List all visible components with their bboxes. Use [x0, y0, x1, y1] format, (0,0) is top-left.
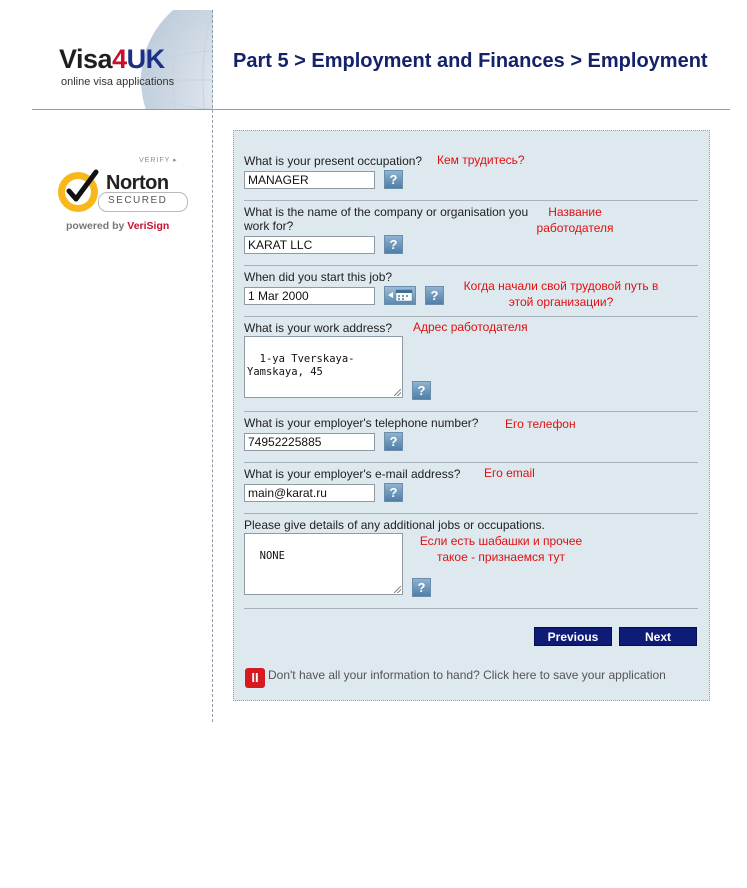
resize-grip[interactable] [394, 389, 401, 396]
company-note-line2: работодателя [536, 221, 614, 235]
seal-verisign-text: VeriSign [127, 220, 170, 232]
telephone-label: What is your employer's telephone number? [244, 416, 479, 430]
company-label-line1: What is the name of the company or organisation you [244, 205, 529, 219]
additional-jobs-help-icon[interactable]: ? [412, 578, 431, 597]
seal-powered-by [66, 220, 169, 232]
separator [244, 608, 698, 609]
email-input[interactable]: main@karat.ru [244, 484, 375, 502]
start-date-note-line2: этой организации? [508, 295, 614, 309]
visa4uk-logo[interactable] [59, 44, 165, 74]
seal-verify-text: VERIFY ▸ [139, 157, 178, 164]
separator [244, 411, 698, 412]
company-input[interactable]: KARAT LLC [244, 236, 375, 254]
occupation-note: Кем трудитесь? [437, 153, 525, 167]
additional-jobs-textarea[interactable] [244, 533, 403, 595]
sidebar-divider [212, 10, 213, 722]
separator [244, 265, 698, 266]
additional-jobs-note-line2: такое - признаемся тут [437, 550, 565, 564]
calendar-button[interactable] [384, 286, 416, 305]
save-application-link[interactable]: Don't have all your information to hand? Click here to save your application [268, 668, 666, 682]
occupation-input[interactable]: MANAGER [244, 171, 375, 189]
start-date-note-line1: Когда начали свой трудовой путь в [463, 279, 659, 293]
separator [244, 462, 698, 463]
previous-button[interactable]: Previous [534, 627, 612, 646]
work-address-label: What is your work address? [244, 321, 393, 335]
separator [244, 200, 698, 201]
logo-visa-text: Visa [59, 44, 113, 74]
additional-jobs-note-line1: Если есть шабашки и прочее [419, 534, 583, 548]
norton-check-icon [56, 166, 104, 216]
work-address-note: Адрес работодателя [413, 320, 528, 334]
company-note-line1: Название [548, 205, 602, 219]
page-title: Part 5 > Employment and Finances > Employment [233, 50, 708, 72]
company-label-line2: work for? [244, 219, 294, 233]
additional-jobs-label: Please give details of any additional jobs or occupations. [244, 518, 545, 532]
work-address-help-icon[interactable]: ? [412, 381, 431, 400]
seal-norton-text: Norton [106, 172, 169, 194]
resize-grip[interactable] [394, 586, 401, 593]
company-help-icon[interactable]: ? [384, 235, 403, 254]
start-date-input[interactable]: 1 Mar 2000 [244, 287, 375, 305]
logo-four-text: 4 [112, 44, 127, 74]
norton-secured-seal[interactable] [56, 156, 190, 236]
telephone-note: Его телефон [505, 417, 576, 431]
seal-powered-text: powered by [66, 220, 128, 232]
calendar-icon [385, 287, 415, 304]
work-address-value: 1-ya Tverskaya- Yamskaya, 45 [247, 353, 355, 378]
separator [244, 316, 698, 317]
telephone-input[interactable]: 74952225885 [244, 433, 375, 451]
logo-tagline: online visa applications [61, 76, 175, 88]
email-help-icon[interactable]: ? [384, 483, 403, 502]
email-note: Его email [484, 466, 535, 480]
logo-uk-text: UK [126, 44, 165, 74]
next-button[interactable]: Next [619, 627, 697, 646]
telephone-help-icon[interactable]: ? [384, 432, 403, 451]
occupation-help-icon[interactable]: ? [384, 170, 403, 189]
start-date-help-icon[interactable]: ? [425, 286, 444, 305]
start-date-label: When did you start this job? [244, 270, 393, 284]
email-label: What is your employer's e-mail address? [244, 467, 461, 481]
separator [244, 513, 698, 514]
pause-save-icon[interactable]: II [245, 668, 265, 688]
header-divider [32, 109, 730, 110]
seal-secured-text: SECURED [108, 195, 168, 206]
work-address-textarea[interactable] [244, 336, 403, 398]
additional-jobs-value: NONE [259, 550, 285, 562]
occupation-label: What is your present occupation? [244, 154, 423, 168]
